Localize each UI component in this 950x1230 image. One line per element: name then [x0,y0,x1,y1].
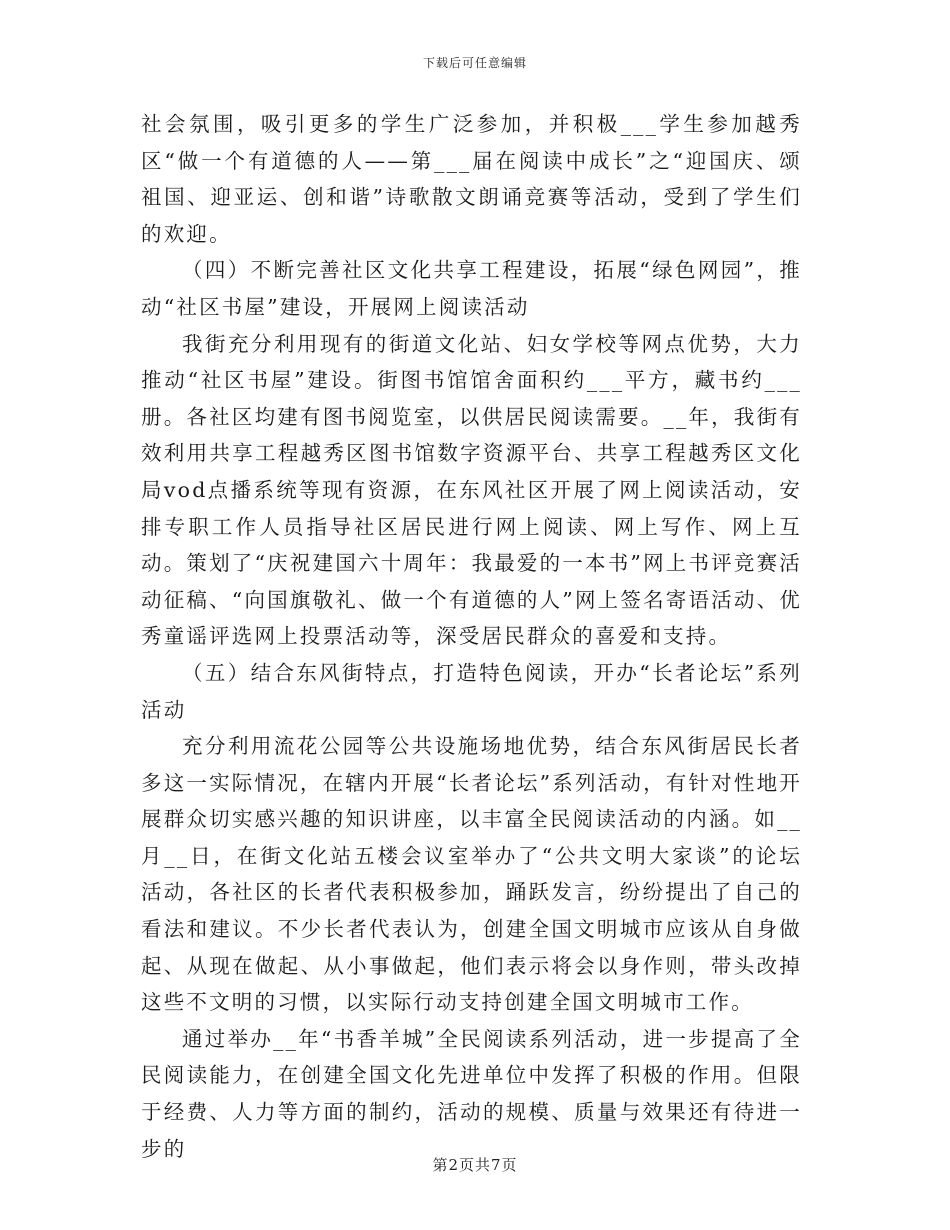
paragraph-community-bookroom: 我街充分利用现有的街道文化站、妇女学校等网点优势，大力推动“社区书屋”建设。街图书馆馆舍面积约___平方，藏书约___册。各社区均建有图书阅览室，以供居民阅读需要。__年，我街有效利用共享工程越秀区图书馆数字资源平台、共享工程越秀区文化局vod点播系统等现有资源，在东风社区开展了网上阅读活动，安排专职工作人员指导社区居民进行网上阅读、网上写作、网上互动。策划了“庆祝建国六十周年：我最爱的一本书”网上书评竞赛活动征稿、“向国旗敬礼、做一个有道德的人”网上签名寄语活动、优秀童谣评选网上投票活动等，深受居民群众的喜爱和支持。 [141,331,802,649]
page-footer: 第2页共7页 [432,1156,518,1174]
section-heading-5: （五）结合东风街特点，打造特色阅读，开办“长者论坛”系列活动 [141,660,802,722]
page-header: 下载后可任意编辑 [422,56,527,70]
section-heading-4: （四）不断完善社区文化共享工程建设，拓展“绿色网园”，推动“社区书屋”建设，开展网上阅读活动 [141,258,802,319]
paragraph-summary: 通过举办__年“书香羊城”全民阅读系列活动，进一步提高了全民阅读能力，在创建全国文化先进单位中发挥了积极的作用。但限于经费、人力等方面的制约，活动的规模、质量与效果还有待进一步的 [141,1026,802,1161]
paragraph-continuation: 社会氛围，吸引更多的学生广泛参加，并积极___学生参加越秀区“做一个有道德的人——第___届在阅读中成长”之“迎国庆、颂祖国、迎亚运、创和谐”诗歌散文朗诵竞赛等活动，受到了学生们的欢迎。 [141,112,802,246]
paragraph-elder-forum: 充分利用流花公园等公共设施场地优势，结合东风街居民长者多这一实际情况，在辖内开展“长者论坛”系列活动，有针对性地开展群众切实感兴趣的知识讲座，以丰富全民阅读活动的内涵。如__月__日，在街文化站五楼会议室举办了“公共文明大家谈”的论坛活动，各社区的长者代表积极参加，踊跃发言，纷纷提出了自己的看法和建议。不少长者代表认为，创建全国文明城市应该从自身做起、从现在做起、从小事做起，他们表示将会以身作则，带头改掉这些不文明的习惯，以实际行动支持创建全国文明城市工作。 [141,734,802,1015]
document-body [141,106,802,1167]
